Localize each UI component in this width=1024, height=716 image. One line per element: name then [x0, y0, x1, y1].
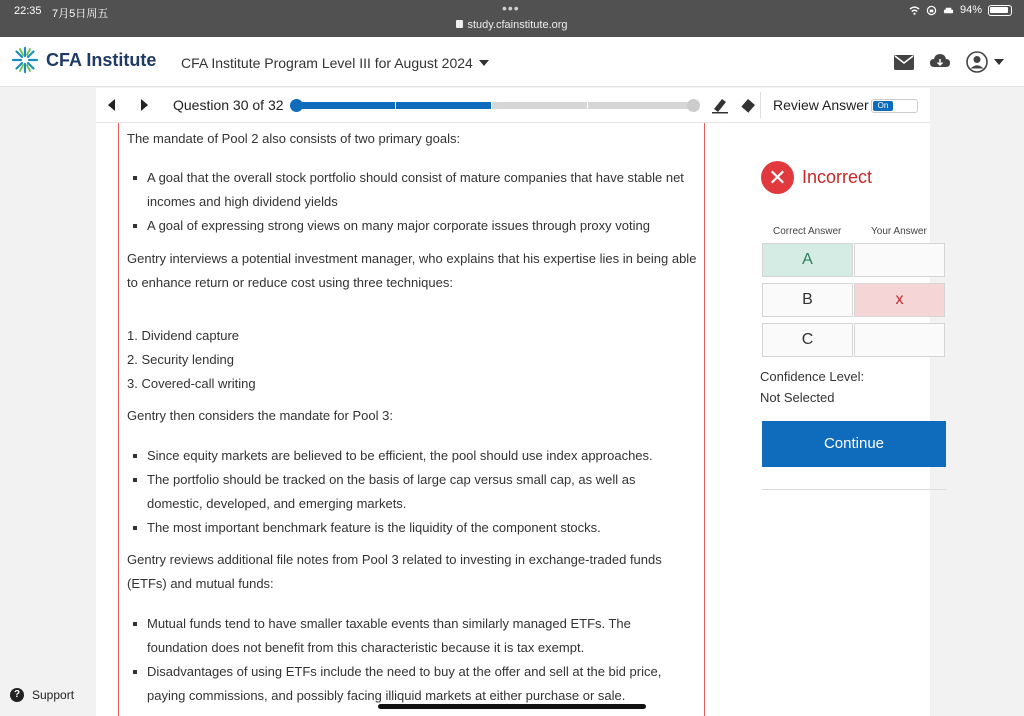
correct-answer-c: C — [762, 323, 853, 357]
answer-panel — [705, 123, 930, 716]
battery-icon — [988, 5, 1012, 16]
passage-bullet: A goal that the overall stock portfolio should consist of mature companies that have stable net incomes and high dividend yields — [133, 166, 693, 214]
question-nav — [96, 88, 930, 123]
review-answer-toggle[interactable] — [871, 99, 918, 113]
eraser-icon[interactable] — [739, 96, 757, 114]
rotation-lock-icon — [926, 5, 937, 16]
passage-paragraph: Gentry then considers the mandate for Pool 3: — [127, 408, 393, 423]
passage-paragraph: Gentry interviews a potential investment manager, who explains that his expertise lies in being able to enhance return or reduce cost using three techniques: — [127, 251, 697, 290]
question-counter: Question 30 of 32 — [173, 97, 284, 113]
result-label: Incorrect — [802, 167, 873, 187]
passage-paragraph: The mandate of Pool 2 also consists of two primary goals: — [127, 131, 461, 146]
incorrect-x-icon: ✕ — [761, 161, 794, 194]
passage-paragraph: Gentry reviews additional file notes from Pool 3 related to investing in exchange-traded funds (ETFs) and mutual funds: — [127, 552, 662, 591]
wifi-icon — [909, 5, 920, 16]
support-link[interactable] — [10, 688, 74, 702]
car-icon — [943, 5, 954, 16]
passage-numbered-item: 1. Dividend capture — [127, 328, 240, 343]
program-label: CFA Institute Program Level III for August 2024 — [181, 55, 473, 71]
battery-percent: 94% — [959, 4, 982, 16]
confidence-value: Not Selected — [760, 390, 835, 405]
status-time: 22:35 — [14, 5, 42, 17]
progress-fill — [295, 102, 491, 109]
passage-bullet: The portfolio should be tracked on the basis of large cap versus small cap, as well as domestic, developed, and emerging markets. — [133, 468, 693, 516]
your-answer-a — [854, 243, 945, 277]
progress-start-knob — [290, 99, 303, 112]
program-selector[interactable] — [181, 55, 489, 71]
passage-bullet: Disadvantages of using ETFs include the need to buy at the offer and sell at the bid price, paying commissions, and possibly facing illiquid markets at either purchase or sale. — [133, 660, 693, 708]
help-icon: ? — [10, 688, 24, 702]
your-answer-header: Your Answer — [871, 226, 927, 237]
passage-bullet: Since equity markets are believed to be efficient, the pool should use index approaches. — [133, 444, 693, 468]
header-icons — [894, 51, 1004, 73]
logo-text: CFA Institute — [46, 49, 157, 70]
mail-icon[interactable] — [894, 55, 914, 70]
progress-end-knob — [687, 99, 700, 112]
confidence-label: Confidence Level: — [760, 369, 865, 384]
progress-bar[interactable] — [295, 102, 695, 109]
toggle-on-label: On — [873, 101, 893, 111]
correct-answer-b: B — [762, 283, 853, 317]
passage-bullet: The most important benchmark feature is the liquidity of the component stocks. — [133, 516, 693, 540]
address-bar[interactable] — [0, 19, 1024, 31]
review-answer-label: Review Answer — [773, 97, 869, 113]
progress-tick — [395, 102, 396, 109]
divider — [762, 489, 946, 490]
url-text: study.cfainstitute.org — [467, 19, 568, 31]
status-date: 7月5日周五 — [52, 8, 109, 20]
highlighter-icon[interactable] — [711, 96, 729, 114]
progress-tick — [587, 102, 588, 109]
support-label: Support — [32, 688, 75, 702]
cfa-logo[interactable] — [10, 45, 156, 75]
home-indicator[interactable] — [378, 704, 646, 709]
cloud-download-icon[interactable] — [930, 54, 950, 70]
status-right — [909, 4, 1012, 16]
cfa-globe-icon — [10, 45, 40, 75]
continue-button[interactable]: Continue — [762, 421, 946, 467]
divider — [760, 92, 761, 118]
lock-icon — [456, 20, 463, 28]
progress-tick — [491, 102, 492, 109]
question-passage — [118, 123, 705, 716]
correct-answer-header: Correct Answer — [773, 226, 842, 237]
app-header — [0, 37, 1024, 87]
more-dots-icon[interactable]: ••• — [502, 0, 520, 16]
your-answer-c — [854, 323, 945, 357]
user-avatar-icon — [966, 51, 988, 73]
annotation-tools — [711, 96, 757, 114]
confidence-level — [760, 366, 864, 408]
result-status — [761, 161, 872, 194]
chevron-down-icon — [994, 59, 1004, 65]
chevron-down-icon — [479, 60, 489, 66]
passage-numbered-item: 3. Covered-call writing — [127, 376, 256, 391]
next-question-icon[interactable] — [141, 99, 148, 111]
correct-answer-a: A — [762, 243, 853, 277]
passage-bullet: Mutual funds tend to have smaller taxable events than similarly managed ETFs. The foundation does not benefit from this characteristic because it is tax exempt. — [133, 612, 693, 660]
your-answer-b: x — [854, 283, 945, 317]
passage-numbered-item: 2. Security lending — [127, 352, 234, 367]
passage-bullet: A goal of expressing strong views on many major corporate issues through proxy voting — [133, 214, 693, 238]
user-menu[interactable] — [966, 51, 1004, 73]
status-bar — [0, 0, 1024, 37]
previous-question-icon[interactable] — [108, 99, 115, 111]
